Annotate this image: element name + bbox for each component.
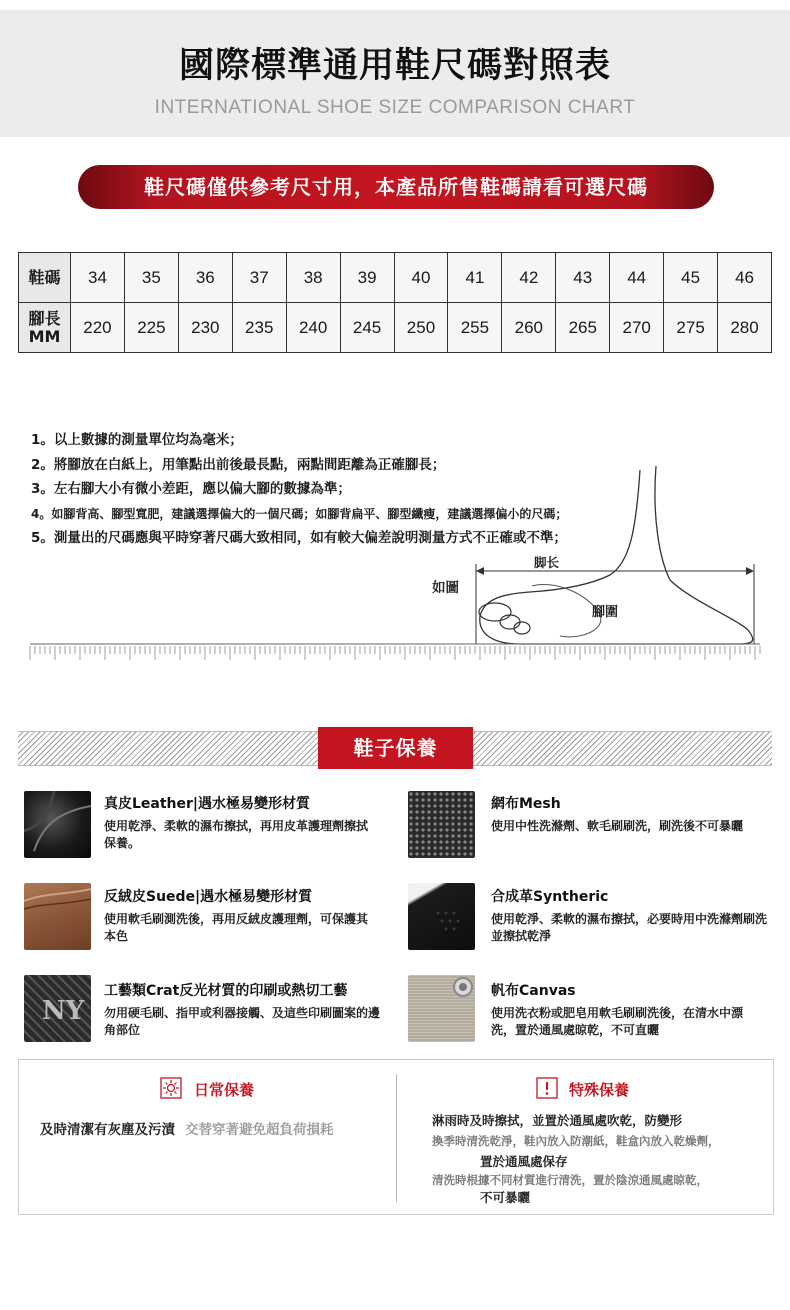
daily-text-b: 交替穿著避免超負荷損耗 bbox=[185, 1122, 334, 1138]
length-cell: 240 bbox=[286, 303, 340, 353]
size-cell: 41 bbox=[448, 253, 502, 303]
care-title: 鞋子保養 bbox=[318, 727, 473, 769]
warning-icon bbox=[536, 1077, 558, 1099]
length-cell: 235 bbox=[232, 303, 286, 353]
synthetic-icon bbox=[408, 883, 475, 950]
size-cell: 45 bbox=[664, 253, 718, 303]
size-cell: 37 bbox=[232, 253, 286, 303]
size-cell: 46 bbox=[718, 253, 772, 303]
length-cell: 280 bbox=[718, 303, 772, 353]
size-row-label: 鞋碼 bbox=[19, 253, 71, 303]
material-title-mesh: 網布Mesh bbox=[491, 796, 561, 812]
material-desc-craft: 勿用硬毛刷、指甲或利器接觸、及這些印刷圖案的邊角部位 bbox=[104, 1006, 381, 1037]
length-cell: 225 bbox=[124, 303, 178, 353]
length-label-text: 腳長MM bbox=[28, 308, 61, 346]
size-cell: 40 bbox=[394, 253, 448, 303]
box-divider bbox=[396, 1074, 397, 1202]
mesh-icon bbox=[408, 791, 475, 858]
material-desc-mesh: 使用中性洗滌劑、軟毛刷刷洗，刷洗後不可暴曬 bbox=[491, 819, 744, 833]
special-title: 特殊保養 bbox=[569, 1081, 630, 1099]
page-subtitle: INTERNATIONAL SHOE SIZE COMPARISON CHART bbox=[154, 97, 636, 118]
size-cell: 34 bbox=[71, 253, 125, 303]
page-title: 國際標準通用鞋尺碼對照表 bbox=[178, 46, 611, 86]
length-arrow-left bbox=[476, 567, 484, 575]
material-desc-synthetic: 使用乾淨、柔軟的濕布擦拭，必要時用中洗滌劑刷洗並擦拭乾淨 bbox=[491, 912, 768, 943]
size-cell: 39 bbox=[340, 253, 394, 303]
size-cell: 38 bbox=[286, 253, 340, 303]
daily-title: 日常保養 bbox=[194, 1081, 255, 1099]
length-cell: 260 bbox=[502, 303, 556, 353]
toe-2 bbox=[500, 615, 520, 629]
length-cell: 275 bbox=[664, 303, 718, 353]
girth-curve bbox=[532, 584, 601, 636]
material-desc-leather: 使用乾淨、柔軟的濕布擦拭，再用皮革護理劑擦拭保養。 bbox=[104, 819, 369, 850]
suede-icon bbox=[24, 883, 91, 950]
craft-icon bbox=[24, 975, 91, 1042]
toe-1 bbox=[479, 603, 511, 621]
length-cell: 265 bbox=[556, 303, 610, 353]
length-arrow-right bbox=[746, 567, 754, 575]
daily-text bbox=[40, 1118, 334, 1138]
length-cell: 255 bbox=[448, 303, 502, 353]
note-5: 5。測量出的尺碼應與平時穿著尺碼大致相同，如有較大偏差說明測量方式不正確或不準； bbox=[31, 530, 567, 546]
special-line-5: 不可暴曬 bbox=[480, 1190, 531, 1205]
material-title-leather: 真皮Leather|遇水極易變形材質 bbox=[104, 796, 311, 812]
sun-icon bbox=[160, 1077, 182, 1099]
size-cell: 42 bbox=[502, 253, 556, 303]
special-line-2: 換季時清洗乾淨，鞋內放入防潮紙，鞋盒內放入乾燥劑， bbox=[432, 1134, 720, 1148]
material-desc-canvas: 使用洗衣粉或肥皂用軟毛刷刷洗後，在清水中漂洗，置於通風處晾乾，不可直曬 bbox=[491, 1006, 744, 1037]
size-cell: 44 bbox=[610, 253, 664, 303]
material-desc-suede: 使用軟毛刷測洗後，再用反絨皮護理劑，可保護其本色 bbox=[104, 912, 369, 943]
note-3: 3。左右腳大小有微小差距，應以偏大腳的數據為準； bbox=[31, 481, 351, 497]
note-2: 2。將腳放在白紙上，用筆點出前後最長點，兩點間距離為正確腳長； bbox=[31, 456, 446, 473]
length-cell: 270 bbox=[610, 303, 664, 353]
example-label: 如圖 bbox=[432, 580, 459, 596]
note-1: 1。以上數據的測量單位均為毫米； bbox=[31, 432, 243, 448]
canvas-icon bbox=[408, 975, 475, 1042]
foot-length-label: 脚长 bbox=[534, 555, 560, 570]
note-4: 4。如腳背高、腳型寬肥，建議選擇偏大的一個尺碼；如腳背扁平、腳型纖瘦，建議選擇偏小的尺碼； bbox=[31, 506, 568, 521]
notice-banner: 鞋尺碼僅供參考尺寸用，本產品所售鞋碼請看可選尺碼 bbox=[78, 165, 714, 209]
special-line-1: 淋雨時及時擦拭，並置於通風處吹乾，防變形 bbox=[432, 1113, 683, 1128]
length-cell: 230 bbox=[178, 303, 232, 353]
ruler bbox=[30, 644, 760, 660]
size-cell: 43 bbox=[556, 253, 610, 303]
daily-text-a: 及時清潔有灰塵及污漬 bbox=[40, 1122, 175, 1138]
leather-icon bbox=[24, 791, 91, 858]
size-cell: 36 bbox=[178, 253, 232, 303]
length-cell: 250 bbox=[394, 303, 448, 353]
svg-text:NY: NY bbox=[42, 996, 85, 1026]
material-title-suede: 反絨皮Suede|遇水極易變形材質 bbox=[104, 889, 313, 905]
material-title-craft: 工藝類Crat反光材質的印刷或熱切工藝 bbox=[104, 983, 348, 999]
material-title-canvas: 帆布Canvas bbox=[491, 983, 576, 999]
special-line-3: 置於通風處保存 bbox=[480, 1154, 568, 1169]
material-title-synthetic: 合成革Syntheric bbox=[491, 889, 609, 905]
length-cell: 220 bbox=[71, 303, 125, 353]
special-line-4: 清洗時根據不同材質進行清洗，置於陰涼通風處晾乾， bbox=[432, 1173, 708, 1187]
size-cell: 35 bbox=[124, 253, 178, 303]
length-cell: 245 bbox=[340, 303, 394, 353]
girth-label: 腳圍 bbox=[592, 605, 619, 620]
